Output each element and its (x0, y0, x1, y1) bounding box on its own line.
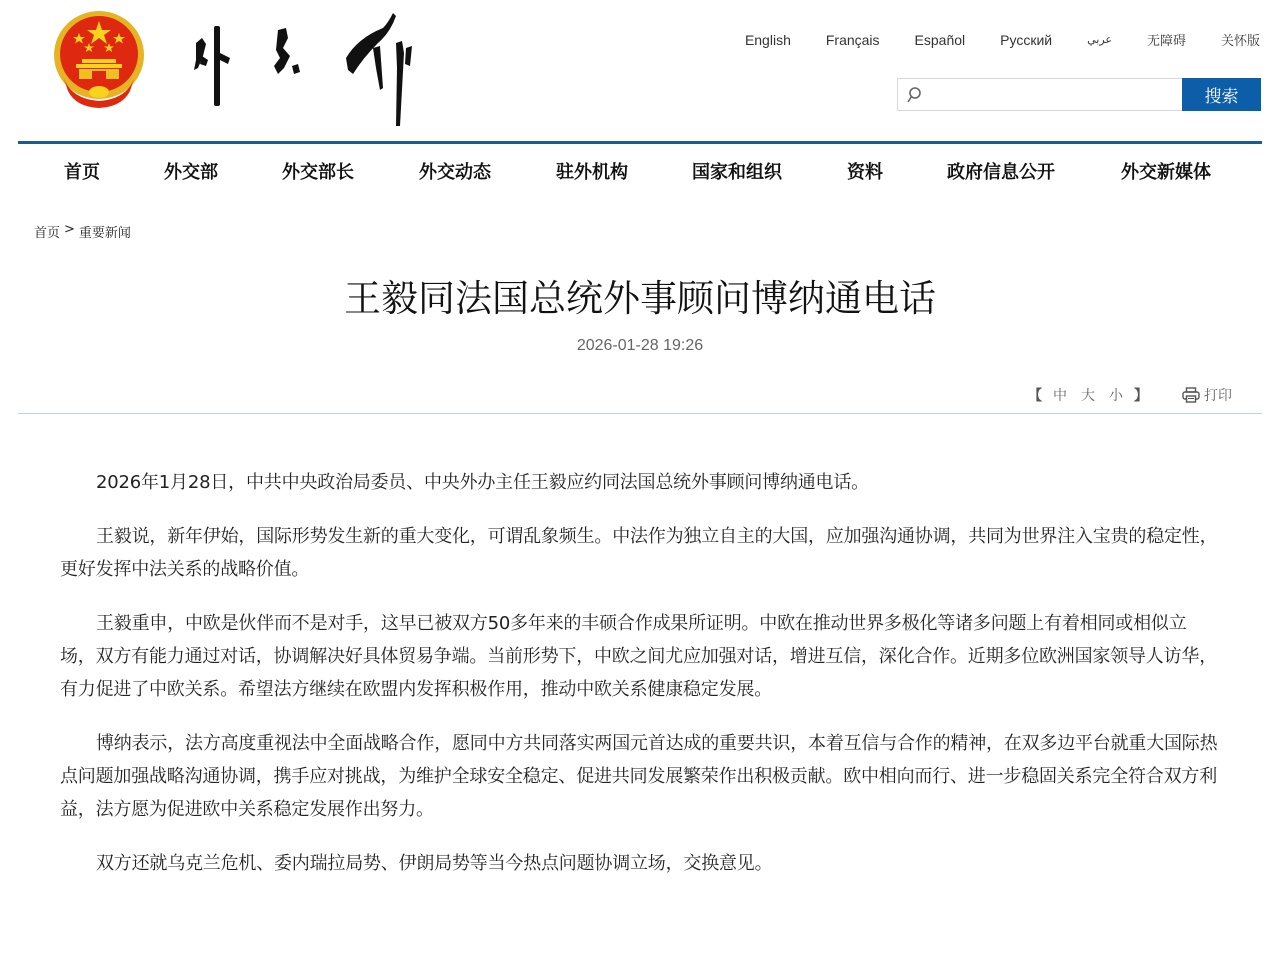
lang-spanish-link[interactable]: Español (914, 31, 966, 48)
search-button[interactable]: 搜索 (1182, 78, 1261, 111)
article-paragraph: 博纳表示，法方高度重视法中全面战略合作，愿同中方共同落实两国元首达成的重要共识，本着互信与合作的精神，在双多边平台就重大国际热点问题加强战略沟通协调，携手应对挑战，为维护全球安全稳定、促进共同发展繁荣作出积极贡献。欧中相向而行、进一步稳固关系完全符合双方利益，法方愿为促进欧中关系稳定发展作出努力。 (60, 733, 1218, 820)
national-emblem-logo[interactable] (52, 9, 146, 109)
article-body (60, 466, 1220, 901)
nav-item-home[interactable]: 首页 (64, 162, 100, 183)
article-paragraph: 王毅说，新年伊始，国际形势发生新的重大变化，可谓乱象频生。中法作为独立自主的大国，应加强沟通协调，共同为世界注入宝贵的稳定性，更好发挥中法关系的战略价值。 (60, 526, 1218, 580)
font-size-open-bracket: 【 (1028, 388, 1042, 404)
language-bar (710, 30, 1260, 49)
nav-item-new-media[interactable]: 外交新媒体 (1121, 162, 1211, 183)
article-date: 2026-01-28 19:26 (576, 337, 704, 354)
lang-french-link[interactable]: Français (825, 31, 880, 48)
elderly-care-version-link[interactable]: 关怀版 (1220, 33, 1260, 48)
article-paragraph: 2026年1月28日，中共中央政治局委员、中央外办主任王毅应约同法国总统外事顾问博纳通电话。 (96, 472, 869, 493)
print-button[interactable] (1182, 385, 1232, 405)
nav-item-missions-overseas[interactable]: 驻外机构 (556, 162, 628, 183)
breadcrumb-important-news-link[interactable]: 重要新闻 (78, 226, 131, 241)
nav-item-ministry[interactable]: 外交部 (164, 162, 218, 183)
nav-item-diplomatic-news[interactable]: 外交动态 (419, 162, 491, 183)
nav-item-government-info[interactable]: 政府信息公开 (947, 162, 1055, 183)
nav-item-minister[interactable]: 外交部长 (282, 162, 354, 183)
main-nav (18, 148, 1262, 192)
nav-item-resources[interactable]: 资料 (847, 162, 883, 183)
font-size-medium-button[interactable]: 中 (1053, 388, 1067, 404)
lang-arabic-link[interactable]: عربي (1087, 34, 1112, 46)
print-label: 打印 (1204, 388, 1232, 404)
breadcrumb-separator: > (64, 222, 75, 237)
site-header (0, 0, 1280, 140)
calligraphy-logo-icon (188, 8, 420, 128)
lang-english-link[interactable]: English (744, 31, 791, 48)
accessibility-link[interactable]: 无障碍 (1146, 33, 1186, 48)
search-bar (897, 78, 1261, 111)
header-divider (18, 141, 1262, 144)
font-size-selector (1024, 385, 1152, 405)
article-title: 王毅同法国总统外事顾问博纳通电话 (344, 277, 936, 320)
national-emblem-icon (52, 9, 146, 109)
breadcrumb-home-link[interactable]: 首页 (34, 226, 61, 241)
nav-item-countries-organizations[interactable]: 国家和组织 (692, 162, 782, 183)
printer-icon (1182, 387, 1200, 403)
article-tools (1024, 385, 1232, 405)
font-size-close-bracket: 】 (1134, 388, 1148, 404)
lang-russian-link[interactable]: Русский (1000, 31, 1053, 48)
font-size-small-button[interactable]: 小 (1109, 388, 1123, 404)
ministry-calligraphy-logo[interactable] (188, 8, 420, 128)
breadcrumb (34, 222, 131, 241)
search-input[interactable] (928, 81, 1182, 109)
article-paragraph: 双方还就乌克兰危机、委内瑞拉局势、伊朗局势等当今热点问题协调立场，交换意见。 (96, 853, 773, 874)
search-field-wrapper (897, 78, 1182, 111)
article-divider (18, 413, 1262, 414)
article-paragraph: 王毅重申，中欧是伙伴而不是对手，这早已被双方50多年来的丰硕合作成果所证明。中欧在推动世界多极化等诸多问题上有着相同或相似立场，双方有能力通过对话，协调解决好具体贸易争端。当前形势下，中欧之间尤应加强对话，增进互信，深化合作。近期多位欧洲国家领导人访华，有力促进了中欧关系。希望法方继续在欧盟内发挥积极作用，推动中欧关系健康稳定发展。 (60, 613, 1217, 700)
search-icon (906, 86, 922, 104)
font-size-large-button[interactable]: 大 (1081, 388, 1095, 404)
